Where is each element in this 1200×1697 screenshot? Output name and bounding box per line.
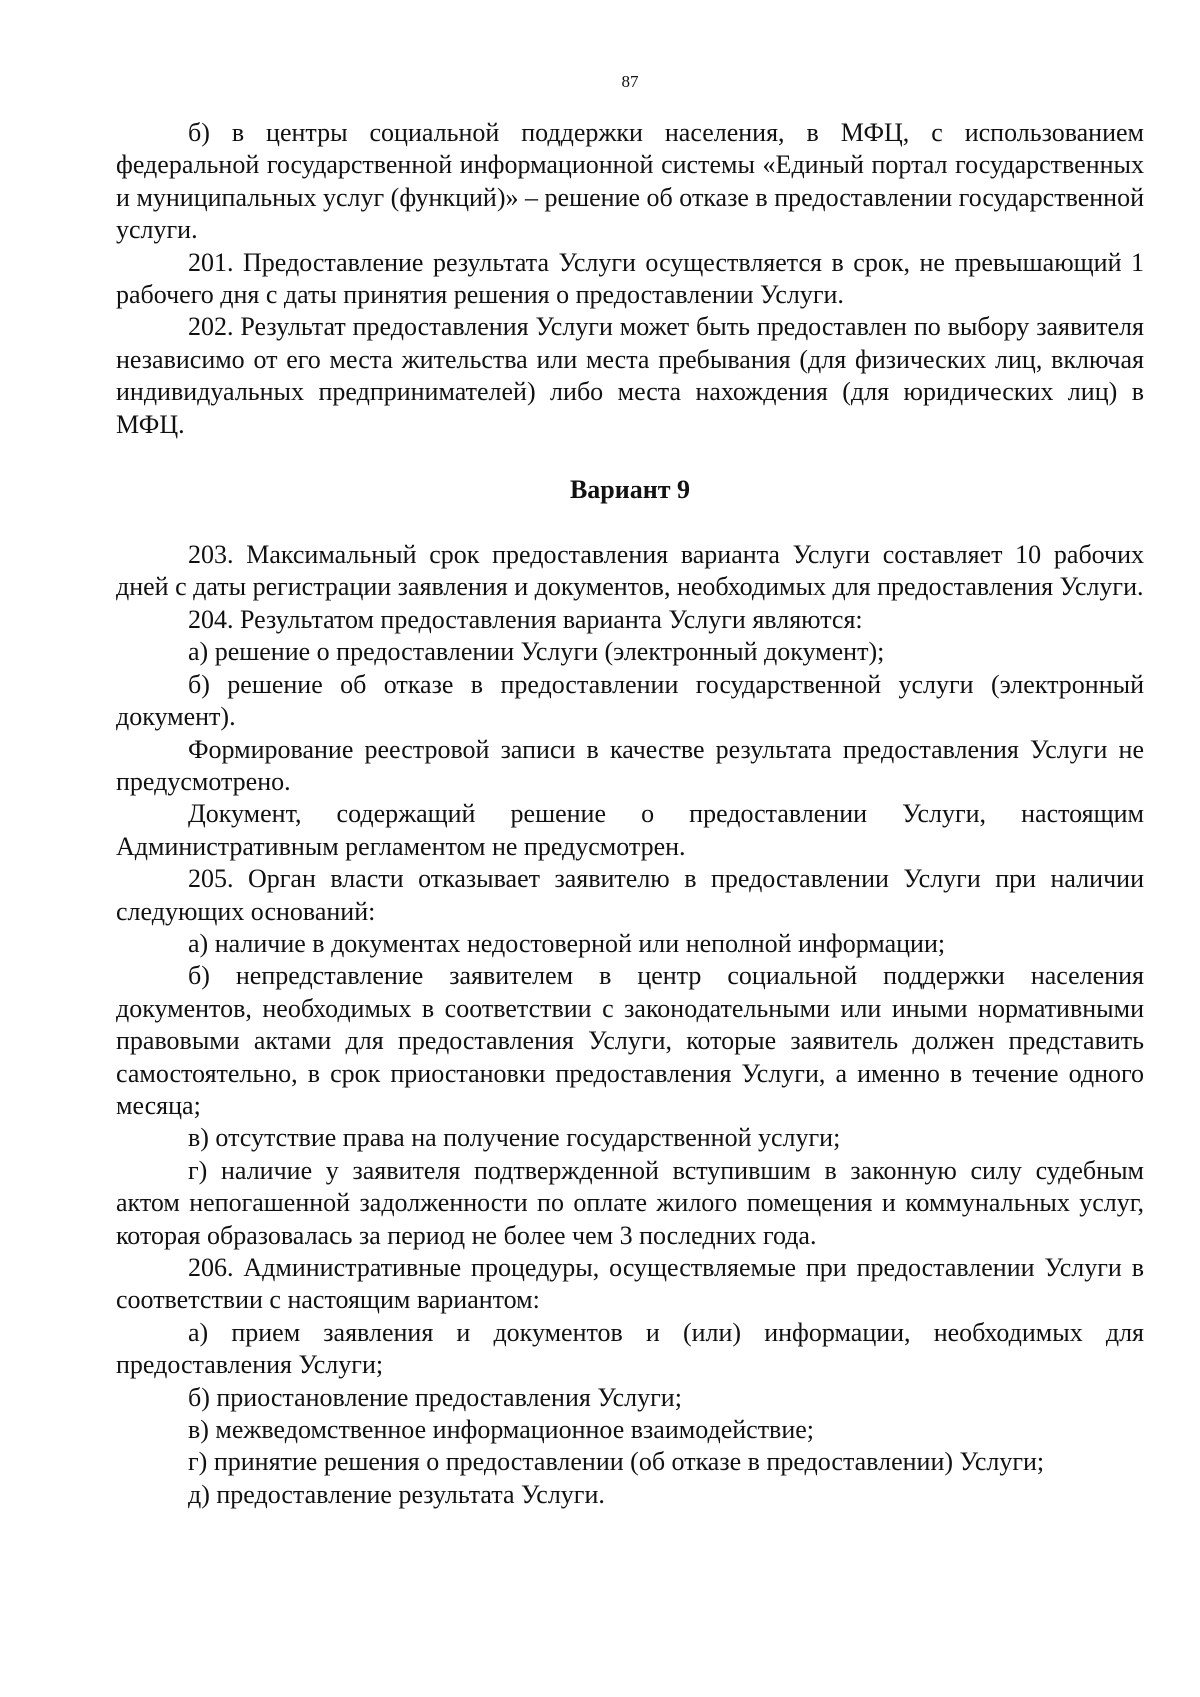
- list-item: г) принятие решения о предоставлении (об отказе в предоставлении) Услуги;: [188, 1447, 1045, 1477]
- page-number: 87: [621, 72, 639, 91]
- list-item: в) межведомственное информационное взаимодействие;: [188, 1415, 815, 1445]
- document-body: [116, 117, 1144, 1511]
- paragraph: Документ, содержащий решение о предоставлении Услуги, настоящим Административным регламентом не предусмотрен.: [116, 799, 1144, 861]
- list-item: а) решение о предоставлении Услуги (электронный документ);: [188, 637, 885, 667]
- list-item: г) наличие у заявителя подтвержденной вступившим в законную силу судебным актом непогашенной задолженности по оплате жилого помещения и коммунальных услуг, которая образовалась за период не более чем 3 последних года.: [116, 1155, 1144, 1250]
- section-heading: Вариант 9: [569, 475, 691, 505]
- paragraph: Формирование реестровой записи в качестве результата предоставления Услуги не предусмотрено.: [116, 734, 1144, 796]
- list-item: б) непредставление заявителем в центр социальной поддержки населения документов, необходимых в соответствии с законодательными или иными нормативными правовыми актами для предоставления Услуги, которые заявитель должен представить самостоятельно, в срок приостановки предоставления Услуги, а именно в течение одного месяца;: [116, 961, 1144, 1120]
- paragraph: 201. Предоставление результата Услуги осуществляется в срок, не превышающий 1 рабочего дня с даты принятия решения о предоставлении Услуги.: [116, 247, 1144, 310]
- list-item: д) предоставление результата Услуги.: [188, 1479, 605, 1509]
- spacer: [116, 441, 1144, 474]
- list-item: б) решение об отказе в предоставлении государственной услуги (электронный документ).: [116, 669, 1144, 732]
- paragraph: 203. Максимальный срок предоставления варианта Услуги составляет 10 рабочих дней с даты регистрации заявления и документов, необходимых для предоставления Услуги.: [116, 540, 1144, 602]
- spacer: [116, 506, 1144, 539]
- paragraph: 205. Орган власти отказывает заявителю в предоставлении Услуги при наличии следующих оснований:: [116, 864, 1144, 926]
- list-item: б) приостановление предоставления Услуги;: [188, 1382, 682, 1412]
- paragraph: 206. Административные процедуры, осуществляемые при предоставлении Услуги в соответствии с настоящим вариантом:: [116, 1253, 1144, 1315]
- paragraph: б) в центры социальной поддержки населения, в МФЦ, с использованием федеральной государственной информационной системы «Единый портал государственных и муниципальных услуг (функций)» – решение об отказе в предоставлении государственной услуги.: [116, 118, 1144, 245]
- paragraph: 202. Результат предоставления Услуги может быть предоставлен по выбору заявителя независимо от его места жительства или места пребывания (для физических лиц, включая индивидуальных предпринимателей) либо места нахождения (для юридических лиц) в МФЦ.: [116, 312, 1144, 439]
- list-item: а) прием заявления и документов и (или) информации, необходимых для предоставления Услуги;: [116, 1317, 1144, 1380]
- list-item: в) отсутствие права на получение государственной услуги;: [188, 1123, 841, 1153]
- list-item: а) наличие в документах недостоверной или неполной информации;: [188, 928, 946, 958]
- paragraph: 204. Результатом предоставления варианта Услуги являются:: [188, 604, 863, 634]
